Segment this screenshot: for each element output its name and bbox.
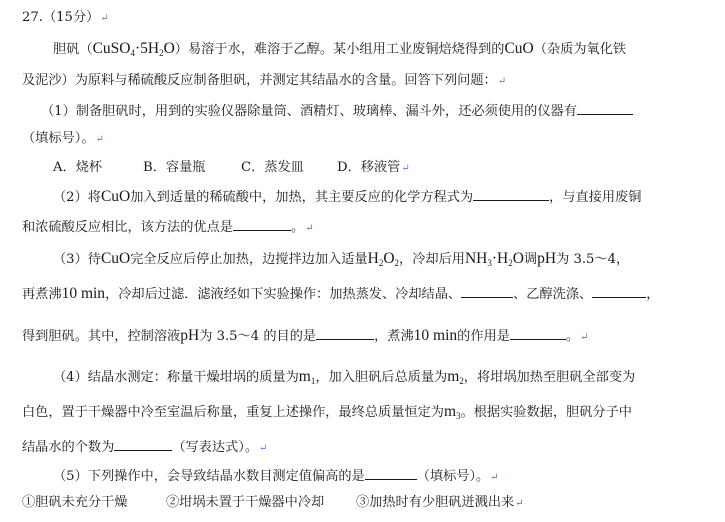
part-5-option-3: ③加热时有少胆矾迸溅出来: [356, 495, 515, 510]
formula-cuo: CuO: [100, 250, 131, 267]
return-mark-icon: ↵: [100, 13, 109, 24]
answer-blank: [233, 217, 291, 231]
part-1-line-1: （1）制备胆矾时，用到的实验仪器除量筒、酒精灯、玻璃棒、漏斗外，还必须使用的仪器有: [41, 101, 633, 121]
ph-symbol: pH: [180, 327, 200, 344]
answer-blank: [577, 101, 633, 115]
part-4-line-3: 结晶水的个数为 （写表达式）。↵: [22, 437, 267, 458]
option-c: C．蒸发皿: [241, 160, 304, 175]
intro-line-2: 及泥沙）为原料与稀硫酸反应制备胆矾，并测定其结晶水的含量。回答下列问题：↵: [22, 73, 507, 88]
duration-10min: 10 min: [413, 327, 458, 344]
mass-m3: $m_3$: [444, 403, 461, 421]
option-b: B．容量瓶: [143, 160, 206, 175]
option-a: A．烧杯: [53, 160, 103, 175]
return-mark-icon: ↵: [305, 223, 314, 234]
part-5-options: [22, 494, 524, 513]
return-mark-icon: ↵: [259, 443, 268, 454]
answer-blank: [461, 284, 513, 298]
answer-blank: [510, 326, 566, 340]
formula-cuso4-5h2o: $CuSO_4\cdot 5H_2O$: [92, 40, 175, 58]
formula-cuo: CuO: [504, 40, 534, 57]
part-2-line-2: 和浓硫酸反应相比，该方法的优点是 。↵: [22, 217, 314, 238]
part-4-line-1: （4）结晶水测定：称量干燥坩埚的质量为$m_1$，加入胆矾后总质量为$m_2$，将坩埚加热至胆矾全部变为: [53, 368, 636, 386]
formula-h2o2: $H_2O_2$: [367, 250, 400, 268]
part-3-line-3: 得到胆矾。其中，控制溶液pH为 3.5～4 的目的是 ，煮沸10 min的作用是 。↵: [22, 327, 589, 344]
formula-nh3-h2o: $NH_3\cdot H_2O$: [464, 250, 524, 268]
mass-m1: $m_1$: [298, 368, 316, 386]
option-d: D．移液管: [337, 160, 401, 175]
ph-symbol: pH: [537, 250, 557, 267]
question-header: 27.（15分）↵: [22, 10, 109, 25]
duration-10min: 10 min: [61, 285, 106, 302]
answer-blank: [365, 466, 417, 480]
formula-cuo: CuO: [100, 188, 131, 205]
part-1-line-2: （填标号）。↵: [22, 131, 104, 146]
return-mark-icon: ↵: [515, 498, 524, 509]
return-mark-icon: ↵: [95, 134, 104, 145]
part-3-line-1: （3）待CuO完全反应后停止加热，边搅拌边加入适量$H_2O_2$，冷却后用$NH_3\cdot H_2O$调pH为 3.5～4，: [53, 250, 630, 268]
return-mark-icon: ↵: [580, 332, 589, 343]
answer-blank: [316, 326, 374, 340]
part-3-line-2: 再煮沸10 min，冷却后过滤．滤液经如下实验操作：加热蒸发、冷却结晶、 、乙醇洗涤、 ，: [22, 285, 660, 302]
part-2-line-1: （2）将CuO加入到适量的稀硫酸中，加热，其主要反应的化学方程式为 ，与直接用废铜: [53, 188, 642, 205]
part-1-options: [53, 159, 410, 178]
answer-blank: [473, 187, 549, 201]
return-mark-icon: ↵: [497, 76, 507, 87]
return-mark-icon: ↵: [401, 163, 410, 174]
mass-m2: $m_2$: [447, 368, 464, 386]
part-4-line-2: 白色，置于干燥器中冷至室温后称量，重复上述操作，最终总质量恒定为$m_3$。根据实验数据，胆矾分子中: [22, 403, 632, 421]
part-5-option-2: ②坩埚未置于干燥器中冷却: [166, 495, 325, 510]
part-5-line-1: （5）下列操作中，会导致结晶水数目测定值偏高的是 （填标号）。↵: [53, 466, 499, 487]
part-5-option-1: ①胆矾未充分干燥: [22, 495, 128, 510]
intro-line-1: 胆矾$(CuSO_4\cdot 5H_2O)$易溶于水，难溶于乙醇。某小组用工业废铜焙烧得到的CuO（杂质为氧化铁: [53, 40, 627, 58]
return-mark-icon: ↵: [490, 472, 499, 483]
answer-blank: [592, 284, 646, 298]
answer-blank: [114, 437, 172, 451]
